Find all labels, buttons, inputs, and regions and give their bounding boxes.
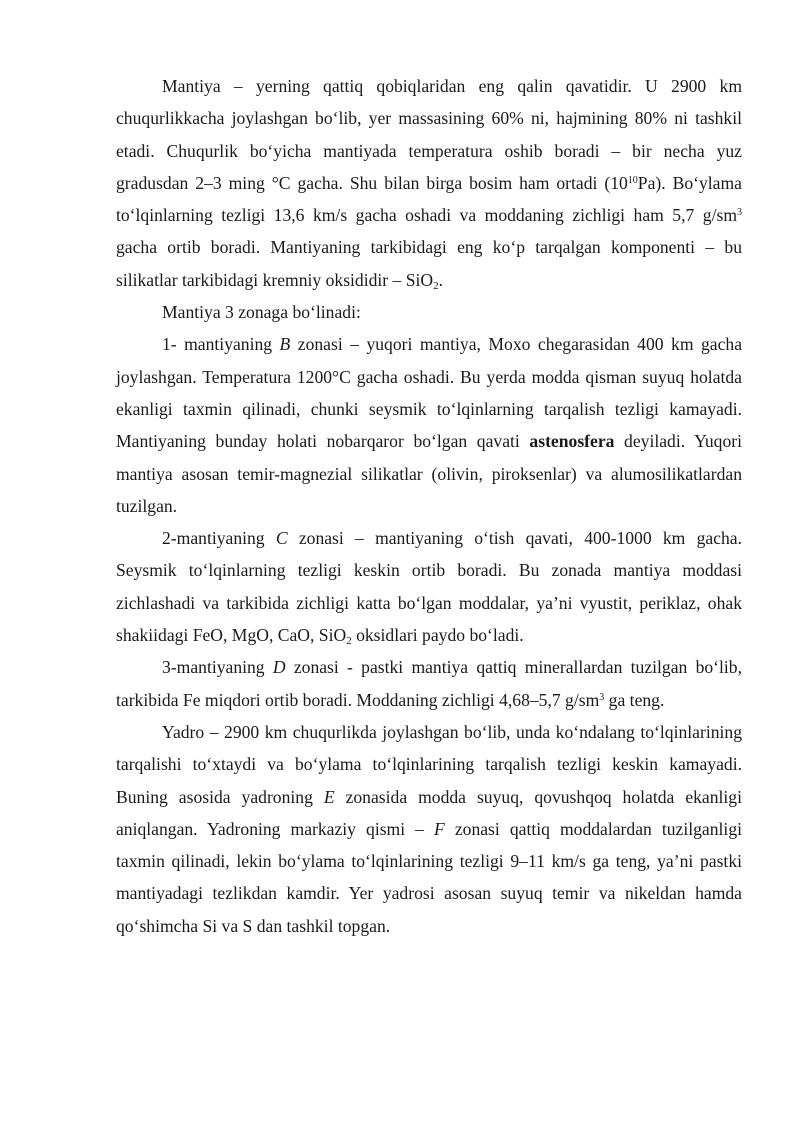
text-segment: 10 <box>627 174 638 186</box>
text-segment: 3-mantiyaning <box>162 657 273 678</box>
text-segment: zonasida modda suyuq, qovushqoq holatda ekanligi aniqlangan. Yadroning markaziy qismi – <box>116 786 742 839</box>
text-segment: oksidlari paydo bo‘ladi. <box>351 625 524 646</box>
text-segment: . <box>438 269 444 290</box>
text-segment: Mantiya – yerning qattiq qobiqlaridan eng qalin qavatidir. U 2900 km chuqurlikkacha joylashgan bo‘lib, yer massasining 60% ni, hajmining 80% ni tashkil etadi. Chuqurlik bo‘yicha mantiyada temperatura oshib boradi – bir necha yuz gradusdan 2–3 ming °C gacha. Shu bilan birga bosim ham ortadi (10 <box>116 76 742 193</box>
text-segment: 3 <box>599 691 605 703</box>
text-segment: astenosfera <box>529 431 615 452</box>
text-segment: ga teng. <box>604 689 665 710</box>
text-segment: F <box>434 818 445 839</box>
text-segment: 1- mantiyaning <box>162 334 280 355</box>
paragraph-mantiya-intro <box>116 70 742 296</box>
paragraph-zone-c <box>116 522 742 651</box>
paragraph-zone-b <box>116 328 742 522</box>
text-segment: 2 <box>433 279 439 292</box>
document-page <box>116 70 742 942</box>
text-segment: zonasi qattiq moddalardan tuzilganligi taxmin qilinadi, lekin bo‘ylama to‘lqinlarining tezligi 9–11 km/s ga teng, ya’ni pastki mantiyadagi tezlikdan kamdir. Yer yadrosi asosan suyuq temir va nikeldan hamda qo‘shimcha Si va S dan tashkil topgan. <box>116 818 742 936</box>
text-segment: gacha ortib boradi. Mantiyaning tarkibidagi eng ko‘p tarqalgan komponenti – bu silikatlar tarkibidagi kremniy oksididir – SiO <box>116 237 742 290</box>
text-segment: zonasi – yuqori mantiya, Moxo chegarasidan 400 km gacha joylashgan. Temperatura 1200°C gacha oshadi. Bu yerda modda qisman suyuq holatda ekanligi taxmin qilinadi, chunki seysmik to‘lqinlarning tarqalish tezligi kamayadi. Mantiyaning bunday holati nobarqaror bo‘lgan qavati <box>116 334 742 452</box>
text-segment: 2 <box>346 635 352 648</box>
paragraph-yadro <box>116 716 742 942</box>
paragraph-mantiya-zones <box>116 296 742 328</box>
text-segment: 2-mantiyaning <box>162 528 276 549</box>
text-segment: deyiladi. Yuqori mantiya asosan temir-magnezial silikatlar (olivin, piroksenlar) va alumosilikatlardan tuzilgan. <box>116 431 742 516</box>
text-segment: B <box>279 334 291 355</box>
text-segment: C <box>275 528 288 549</box>
text-segment: Mantiya 3 zonaga bo‘linadi: <box>162 302 361 323</box>
text-segment: Pa). Bo‘ylama to‘lqinlarning tezligi 13,6 km/s gacha oshadi va moddaning zichligi ham 5,7 g/sm <box>116 172 742 226</box>
text-segment: E <box>323 786 335 807</box>
paragraph-zone-d <box>116 651 742 716</box>
text-segment: 3 <box>737 207 742 219</box>
text-segment: zonasi - pastki mantiya qattiq minerallardan tuzilgan bo‘lib, tarkibida Fe miqdori ortib boradi. Moddaning zichligi 4,68–5,7 g/sm <box>116 657 742 710</box>
text-segment: Yadro – 2900 km chuqurlikda joylashgan bo‘lib, unda ko‘ndalang to‘lqinlarining tarqalishi to‘xtaydi va bo‘ylama to‘lqinlarining tarqalish tezligi keskin kamayadi. Buning asosida yadroning <box>116 721 742 807</box>
text-segment: D <box>272 657 286 678</box>
text-segment: zonasi – mantiyaning o‘tish qavati, 400-1000 km gacha. Seysmik to‘lqinlarning tezligi keskin ortib boradi. Bu zonada mantiya moddasi zichlashadi va tarkibida zichligi katta bo‘lgan moddalar, ya’ni vyustit, periklaz, ohak shakiidagi FeO, MgO, CaO, SiO <box>116 528 742 646</box>
